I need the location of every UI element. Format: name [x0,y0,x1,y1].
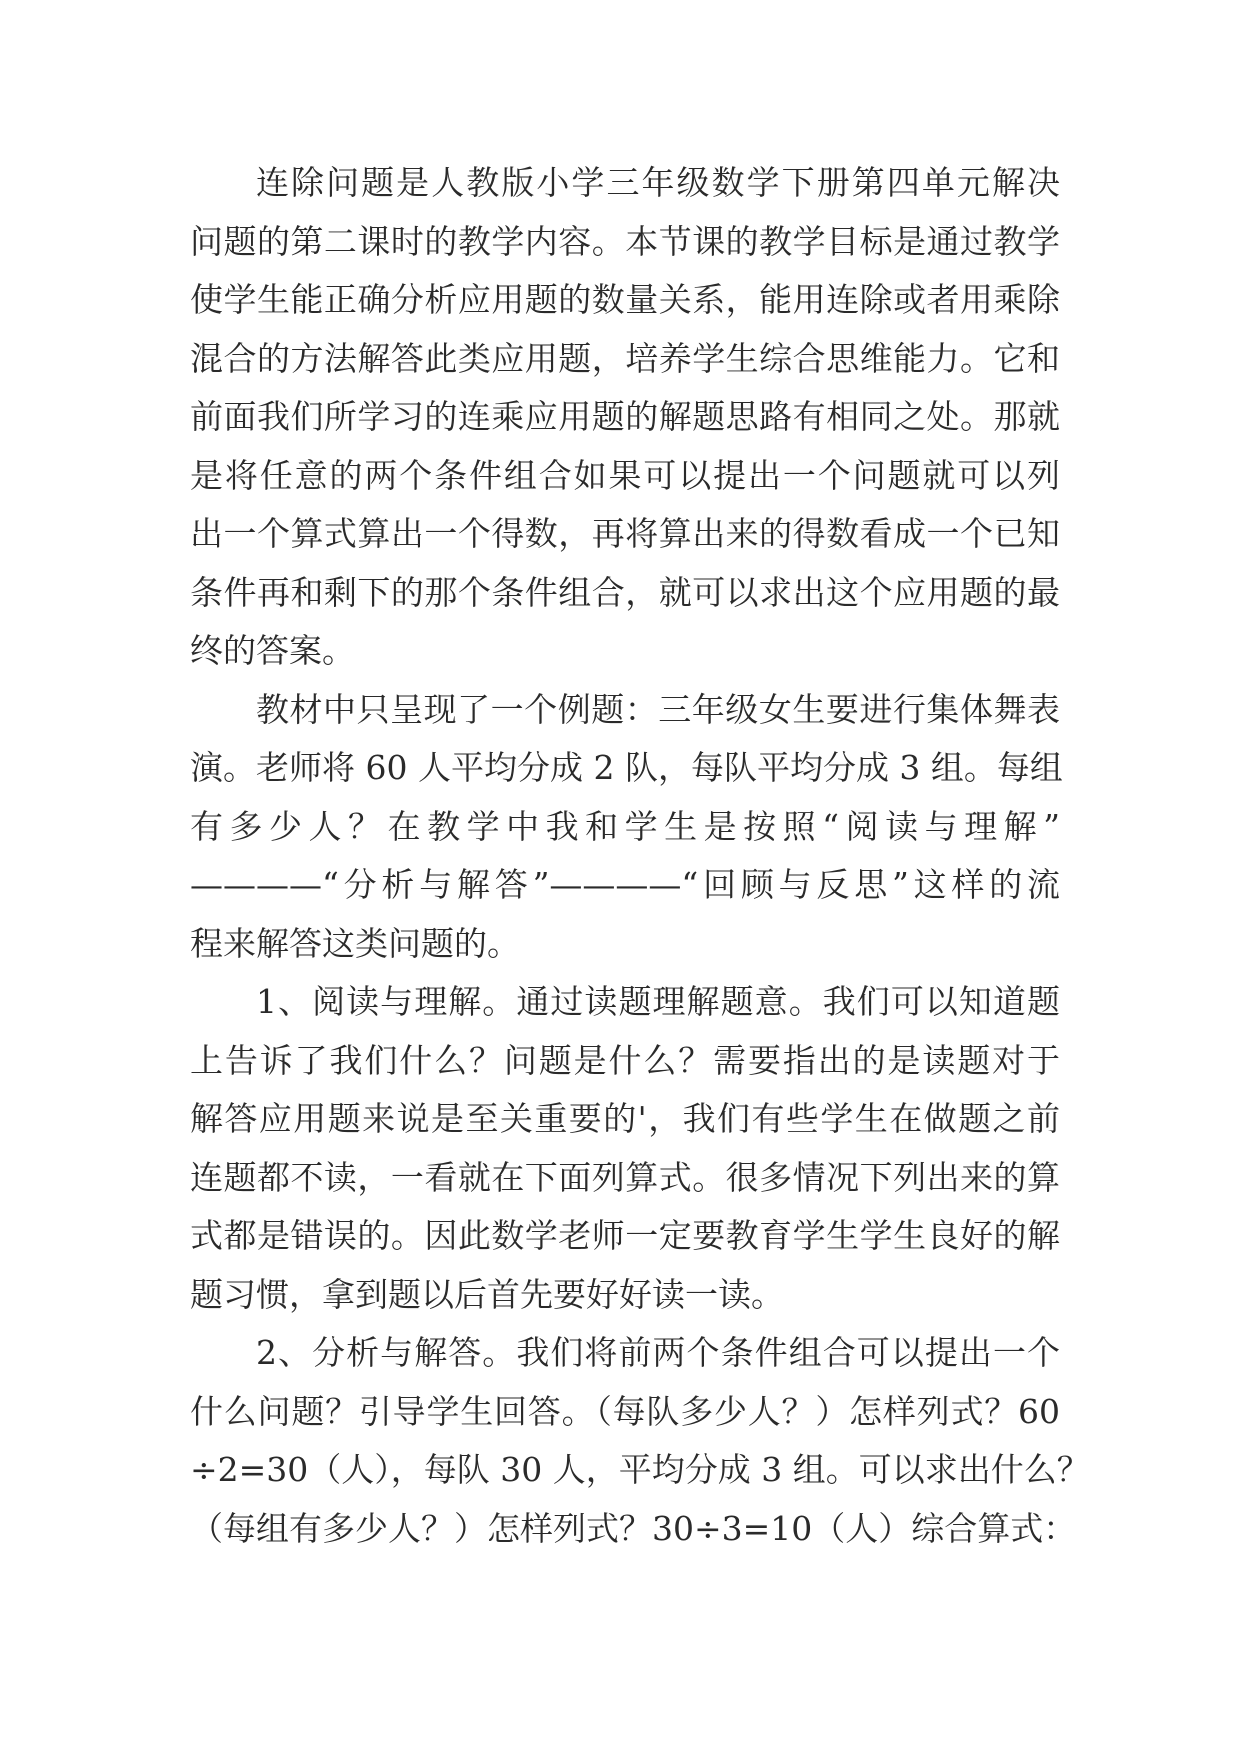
text-line: 使学生能正确分析应用题的数量关系，能用连除或者用乘除 [190,280,1060,319]
text-line: 终的答案。 [190,631,355,670]
text-line: 什么问题？引导学生回答。（每队多少人？）怎样列式？60 [190,1391,1060,1431]
text-line: 混合的方法解答此类应用题，培养学生综合思维能力。它和 [190,338,1060,378]
text-line: 1、阅读与理解。通过读题理解题意。我们可以知道题 [256,982,1060,1021]
text-line: 前面我们所学习的连乘应用题的解题思路有相同之处。那就 [190,397,1060,436]
document-body [190,154,1090,1558]
text-line: 演。老师将 60 人平均分成 2 队，每队平均分成 3 组。每组 [190,748,1063,787]
text-line: 问题的第二课时的教学内容。本节课的教学目标是通过教学 [190,221,1060,261]
text-line: 是将任意的两个条件组合如果可以提出一个问题就可以列 [190,455,1060,495]
text-line: 连题都不读，一看就在下面列算式。很多情况下列出来的算 [190,1157,1060,1197]
text-line: 有多少人？在教学中我和学生是按照“阅读与理解” [190,806,1060,846]
text-line: 上告诉了我们什么？问题是什么？需要指出的是读题对于 [190,1040,1060,1080]
text-line: ————“分析与解答”————“回顾与反思”这样的流 [190,865,1060,904]
text-line: 连除问题是人教版小学三年级数学下册第四单元解决 [256,163,1060,202]
text-line: 教材中只呈现了一个例题：三年级女生要进行集体舞表 [256,689,1060,729]
text-line: （每组有多少人？）怎样列式？30÷3=10（人）综合算式： [190,1508,1077,1548]
text-line: 题习惯，拿到题以后首先要好好读一读。 [190,1274,784,1314]
text-line: 出一个算式算出一个得数，再将算出来的得数看成一个已知 [190,514,1060,553]
text-line: 2、分析与解答。我们将前两个条件组合可以提出一个 [256,1333,1060,1372]
text-line: 式都是错误的。因此数学老师一定要教育学生学生良好的解 [190,1216,1060,1255]
text-line: 解答应用题来说是至关重要的'，我们有些学生在做题之前 [190,1099,1060,1138]
text-line: 条件再和剩下的那个条件组合，就可以求出这个应用题的最 [190,572,1060,612]
text-line: 程来解答这类问题的。 [190,923,520,963]
text-line: ÷2=30（人），每队 30 人，平均分成 3 组。可以求出什么？ [190,1450,1090,1489]
